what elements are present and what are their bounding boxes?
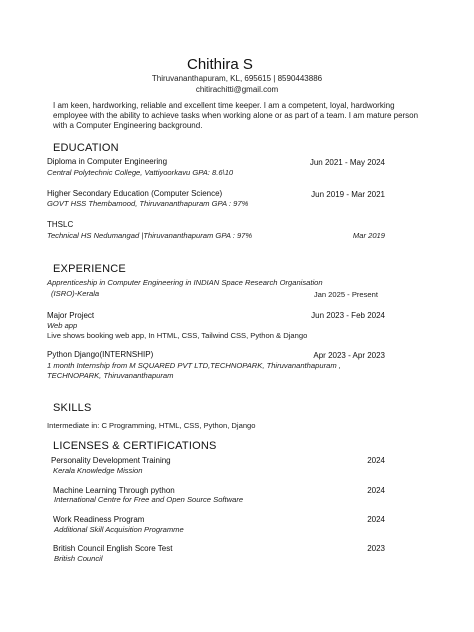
experience-date: Jan 2025 - Present (313, 290, 378, 299)
experience-description: 1 month Internship from M SQUARED PVT LTD,TECHNOPARK, Thiruvananthapuram , (47, 361, 341, 370)
skills-text: Intermediate in: C Programming, HTML, CSS, Python, Django (47, 421, 256, 430)
licenses-heading: LICENSES & CERTIFICATIONS (53, 440, 217, 452)
certification-title: Work Readiness Program (53, 515, 145, 524)
certification-year: 2024 (367, 515, 385, 524)
education-title: Diploma in Computer Engineering (47, 157, 168, 166)
education-detail: GOVT HSS Thembamood, Thiruvananthapuram GPA : 97% (47, 199, 249, 208)
certification-year: 2024 (367, 456, 385, 465)
certification-issuer: Additional Skill Acquisition Programme (54, 525, 184, 534)
experience-description-cont: TECHNOPARK, Thiruvananthapuram (47, 371, 174, 380)
profile-summary: I am keen, hardworking, reliable and excellent time keeper. I am a competent, loyal, hardworking employee with the ability to achieve tasks when working alone or as part of a team. I am mature person with a Computer Engineering background. (53, 101, 419, 130)
contact-email: chitirachitti@gmail.com (195, 85, 279, 94)
candidate-name: Chithira S (187, 56, 253, 73)
certification-year: 2023 (367, 544, 385, 553)
education-detail: Technical HS Nedumangad |Thiruvananthapuram GPA : 97% (47, 231, 253, 240)
education-date: Jun 2021 - May 2024 (309, 158, 385, 167)
certification-title: Personality Development Training (51, 456, 171, 465)
experience-title: Python Django(INTERNSHIP) (47, 350, 154, 359)
certification-issuer: International Centre for Free and Open Source Software (54, 495, 244, 504)
experience-description: Live shows booking web app, In HTML, CSS, Tailwind CSS, Python & Django (47, 331, 308, 340)
experience-title: Apprenticeship in Computer Engineering in INDIAN Space Research Organisation (47, 278, 323, 287)
experience-title: Major Project (47, 311, 95, 320)
education-title: Higher Secondary Education (Computer Science) (47, 189, 223, 198)
education-title: THSLC (47, 220, 74, 229)
experience-date: Jun 2023 - Feb 2024 (311, 311, 385, 320)
experience-subtitle: Web app (47, 321, 78, 330)
certification-year: 2024 (367, 486, 385, 495)
certification-title: British Council English Score Test (53, 544, 173, 553)
education-date: Mar 2019 (352, 231, 385, 240)
education-heading: EDUCATION (53, 142, 119, 154)
education-detail: Central Polytechnic College, Vattiyoorkavu GPA: 8.6\10 (47, 168, 234, 177)
contact-address-phone: Thiruvananthapuram, KL, 695615 | 8590443886 (151, 74, 323, 83)
experience-title-cont: (ISRO)-Kerala (51, 289, 100, 298)
skills-heading: SKILLS (53, 402, 92, 414)
certification-issuer: Kerala Knowledge Mission (53, 466, 143, 475)
certification-issuer: British Council (54, 554, 103, 563)
experience-date: Apr 2023 - Apr 2023 (313, 351, 385, 360)
experience-heading: EXPERIENCE (53, 263, 126, 275)
education-date: Jun 2019 - Mar 2021 (311, 190, 385, 199)
certification-title: Machine Learning Through python (53, 486, 175, 495)
